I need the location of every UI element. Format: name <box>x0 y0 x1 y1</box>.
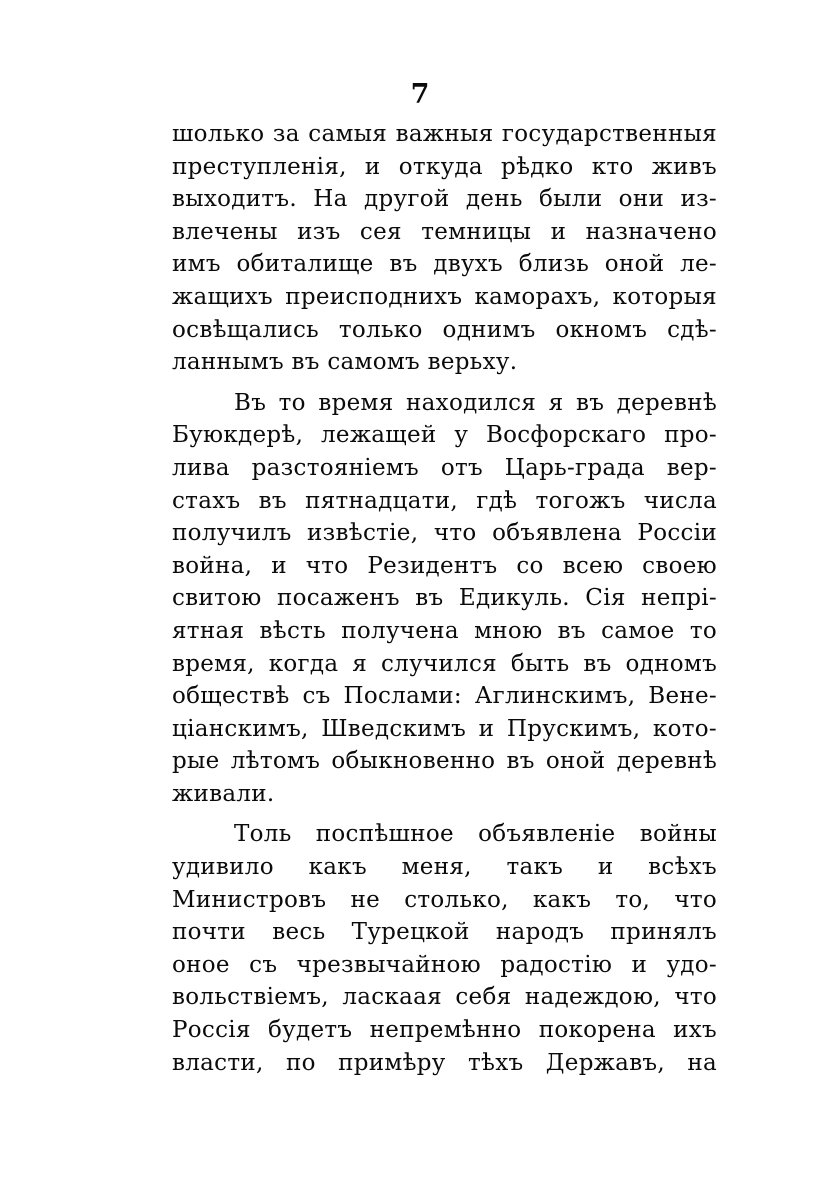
text-line: обществѣ съ Послами: Аглинскимъ, Вене- <box>172 683 717 710</box>
text-line: Буюкдерѣ, лежащей у Восфорскаго про- <box>172 422 717 449</box>
paragraph-spacer <box>172 810 717 818</box>
text-line: ланнымъ въ самомъ верьху. <box>172 349 518 376</box>
text-line: лива разстояніемъ отъ Царь-града вер- <box>172 454 717 481</box>
text-line: ціанскимъ, Шведскимъ и Прускимъ, кото- <box>172 715 717 742</box>
text-line: Министровъ не столько, какъ то, что <box>172 886 717 913</box>
page-number: 7 <box>410 79 430 110</box>
text-line: шолько за самыя важныя государственныя <box>172 121 717 147</box>
text-line: Россія будетъ непремѣнно покорена ихъ <box>172 1017 717 1044</box>
text-line: Въ то время находился я въ деревнѣ <box>234 389 717 416</box>
text-line: влечены изъ сея темницы и назначено <box>172 218 717 245</box>
text-line: почти весь Турецкой народъ принялъ <box>172 919 717 946</box>
text-line: ятная вѣсть получена мною въ самое то <box>172 617 717 644</box>
text-line: имъ обиталище въ двухъ близь оной ле- <box>172 251 717 278</box>
text-line: вольствіемъ, ласкаая себя надеждою, что <box>172 984 717 1011</box>
text-line: Толь поспѣшное объявленіе войны <box>234 821 717 848</box>
paragraph <box>172 387 717 811</box>
text-line: живали. <box>172 780 275 807</box>
text-line: рые лѣтомъ обыкновенно въ оной деревнѣ <box>172 748 717 775</box>
text-line: война, и что Резидентъ со всею своею <box>172 552 717 579</box>
text-line: стахъ въ пятнадцати, гдѣ тогожъ числа <box>172 487 717 514</box>
text-line: оное съ чрезвычайною радостію и удо- <box>172 951 717 978</box>
body-text <box>172 118 717 1079</box>
text-line: время, когда я случился быть въ одномъ <box>172 650 717 677</box>
text-line: преступленія, и откуда рѣдко кто живъ <box>172 153 717 180</box>
text-line: власти, по примѣру тѣхъ Державъ, на <box>172 1049 717 1076</box>
text-line: получилъ извѣстіе, что объявлена Россіи <box>172 520 717 547</box>
paragraph-spacer <box>172 379 717 387</box>
text-line: удивило какъ меня, такъ и всѣхъ <box>172 854 717 881</box>
text-line: освѣщались только однимъ окномъ сдѣ- <box>172 316 717 343</box>
paragraph <box>172 118 717 379</box>
text-line: выходитъ. На другой день были они из- <box>172 186 717 213</box>
paragraph <box>172 818 717 1079</box>
text-line: свитою посаженъ въ Едикуль. Сія непрі- <box>172 585 717 612</box>
text-line: жащихъ преисподнихъ каморахъ, которыя <box>172 283 717 310</box>
